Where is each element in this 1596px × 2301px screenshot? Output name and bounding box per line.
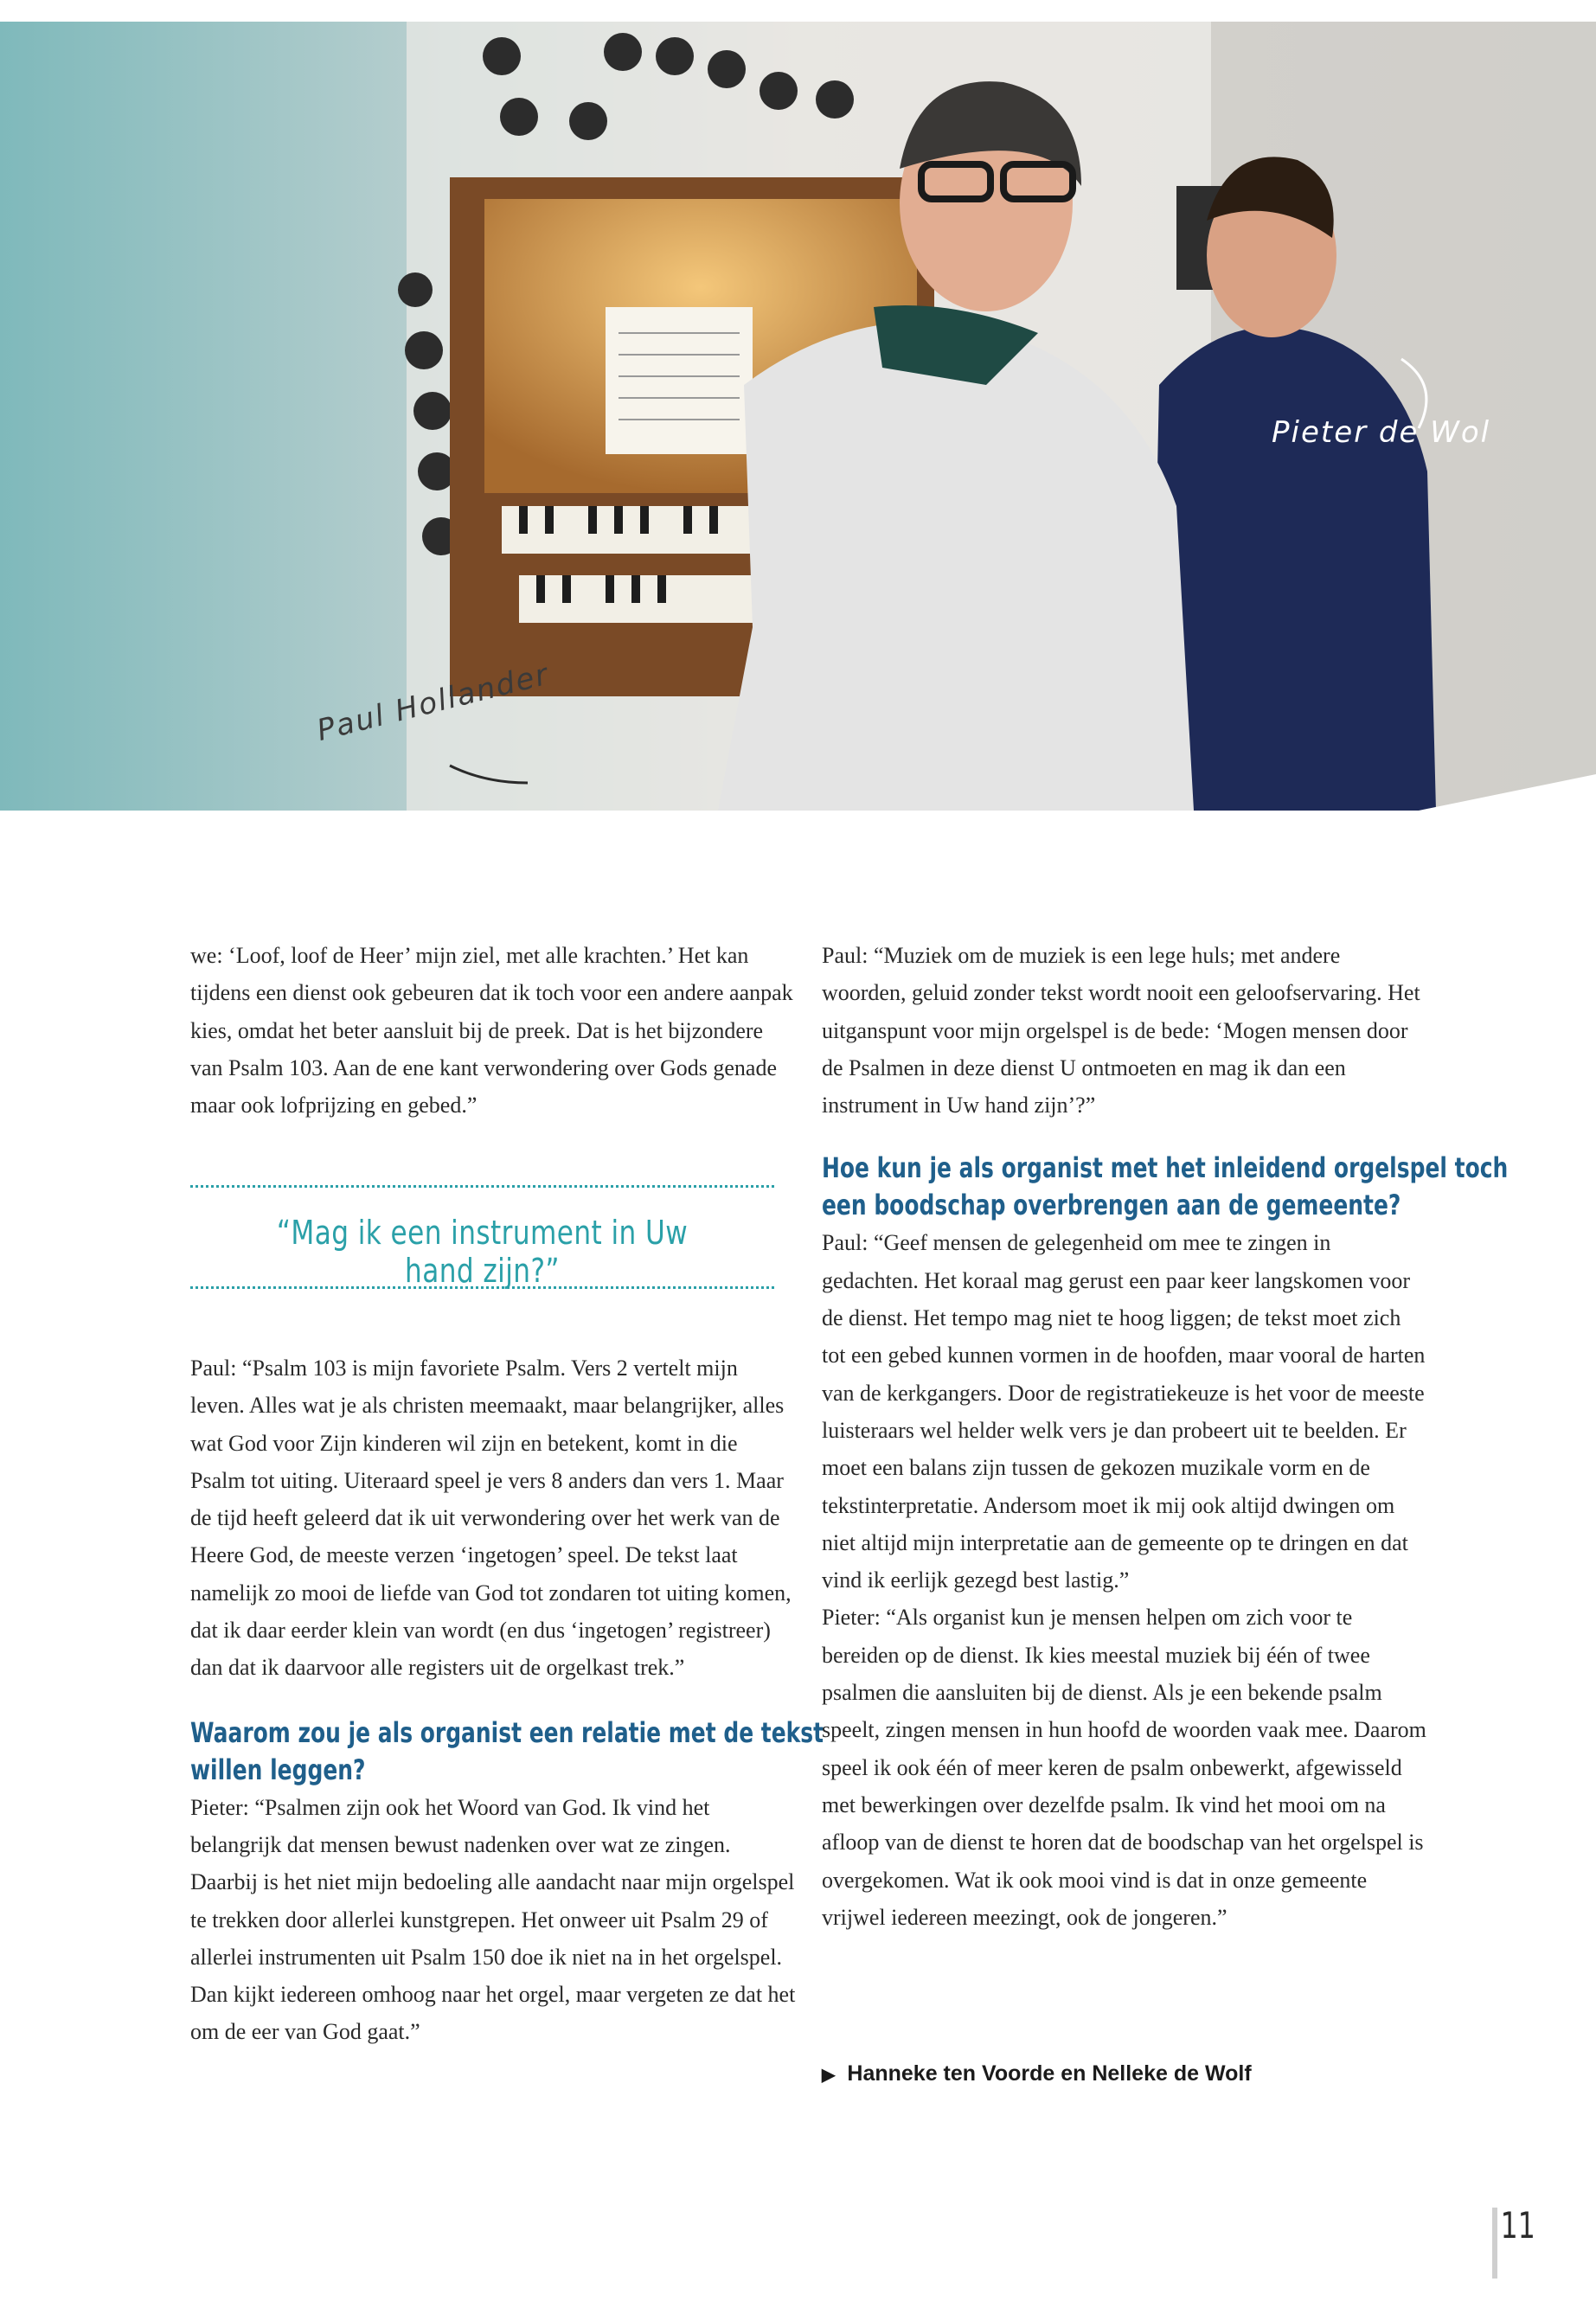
- caption-pieter: Pieter de Wol: [1272, 415, 1491, 450]
- heading-relation-line2: willen leggen?: [190, 1753, 366, 1786]
- left-column-lower: [190, 1349, 824, 2051]
- intro-paragraph: we: ‘Loof, loof de Heer’ mijn ziel, met alle krachten.’ Het kan tijdens een dienst ook gebeuren dat ik toch voor een andere aanpak kies, omdat het beter aansluit bij de preek. Dat is het bijzondere van Psalm 103. Aan de ene kant verwondering over Gods genade maar ook lofprijzing en gebed.”: [190, 943, 793, 1118]
- heading-message-line1: Hoe kun je als organist met het inleidend orgelspel toch: [822, 1151, 1509, 1185]
- paul-psalm-paragraph: Paul: “Psalm 103 is mijn favoriete Psalm. Vers 2 vertelt mijn leven. Alles wat je als christen meemaakt, maar belangrijker, alles wat God voor Zijn kinderen wil zijn en betekent, komt in die Psalm tot uiting. Uiteraard speel je vers 8 anders dan vers 1. Maar de tijd heeft geleerd dat ik uit verwondering over het werk van de Heere God, de meeste verzen ‘ingetogen’ speel. De tekst laat namelijk zo mooi de liefde van God tot zondaren tot uiting komen, dat ik daar eerder klein van wordt (en dus ‘ingetogen’ registreer) dan dat ik daarvoor alle registers uit de orgelkast trek.”: [190, 1356, 792, 1681]
- paul-music-paragraph: Paul: “Muziek om de muziek is een lege huls; met andere woorden, geluid zonder tekst wordt nooit een geloofservaring. Het uitganspunt voor mijn orgelspel is de bede: ‘Mogen mensen door de Psalmen in deze dienst U ontmoeten en mag ik dan een instrument in Uw hand zijn’?”: [822, 943, 1420, 1118]
- paul-answer-paragraph: Paul: “Geef mensen de gelegenheid om mee te zingen in gedachten. Het koraal mag gerust een paar keer langskomen voor de dienst. Het tempo mag niet te hoog liggen; de tekst moet zich tot een gebed kunnen vormen in de hoofden, maar vooral de harten van de kerkgangers. Door de registratiekeuze is het voor de meeste luisteraars wel helder welk vers je dan probeert uit te beelden. Er moet een balans zijn tussen de gekozen muzikale vorm en de tekstinterpretatie. Andersom moet ik mij ook altijd dwingen om niet altijd mijn interpretatie aan de gemeente op te dringen en dat vind ik eerlijk gezegd best lastig.”: [822, 1230, 1426, 1593]
- left-column: [190, 937, 796, 1124]
- header-photo: [0, 22, 1596, 811]
- page-number: 11: [1500, 2204, 1535, 2247]
- page-number-bar: [1492, 2208, 1497, 2279]
- author-names: Hanneke ten Voorde en Nelleke de Wolf: [847, 2061, 1252, 2086]
- pull-quote: “Mag ik een instrument in Uw hand zijn?”: [276, 1214, 689, 1290]
- pull-quote-box: [190, 1185, 774, 1289]
- pieter-answer-right-paragraph: Pieter: “Als organist kun je mensen helpen om zich voor te bereiden op de dienst. Ik kies meestal muziek bij één of twee psalmen die aansluiten bij de dienst. Als je een bekende psalm speelt, zingen mensen in hun hoofd de woorden vaak mee. Daarom speel ik ook één of meer keren de psalm onbewerkt, afgewisseld met bewerkingen over dezelfde psalm. Ik vind het mooi om na afloop van de dienst te horen dat de boodschap van het orgelspel is overgekomen. Wat ik ook mooi vind is dat in onze gemeente vrijwel iedereen meezingt, ook de jongeren.”: [822, 1605, 1426, 1930]
- caption-paul: Paul Hollander: [313, 657, 554, 748]
- pieter-answer-paragraph: Pieter: “Psalmen zijn ook het Woord van God. Ik vind het belangrijk dat mensen bewust nadenken over wat ze zingen. Daarbij is het niet mijn bedoeling alle aandacht naar mijn orgelspel te trekken door allerlei kunstgrepen. Het onweer uit Psalm 29 of allerlei instrumenten uit Psalm 150 doe ik niet na in het orgelspel. Dan kijkt iedereen omhoog naar het orgel, maar vergeten ze dat het om de eer van God gaat.”: [190, 1794, 796, 2045]
- triangle-bullet-icon: ▶: [822, 2066, 836, 2085]
- author-credit: [822, 2061, 1252, 2086]
- heading-message-line2: een boodschap overbrengen aan de gemeente?: [822, 1189, 1401, 1222]
- heading-relation-line1: Waarom zou je als organist een relatie met de tekst: [190, 1715, 824, 1749]
- right-column: [822, 937, 1509, 1936]
